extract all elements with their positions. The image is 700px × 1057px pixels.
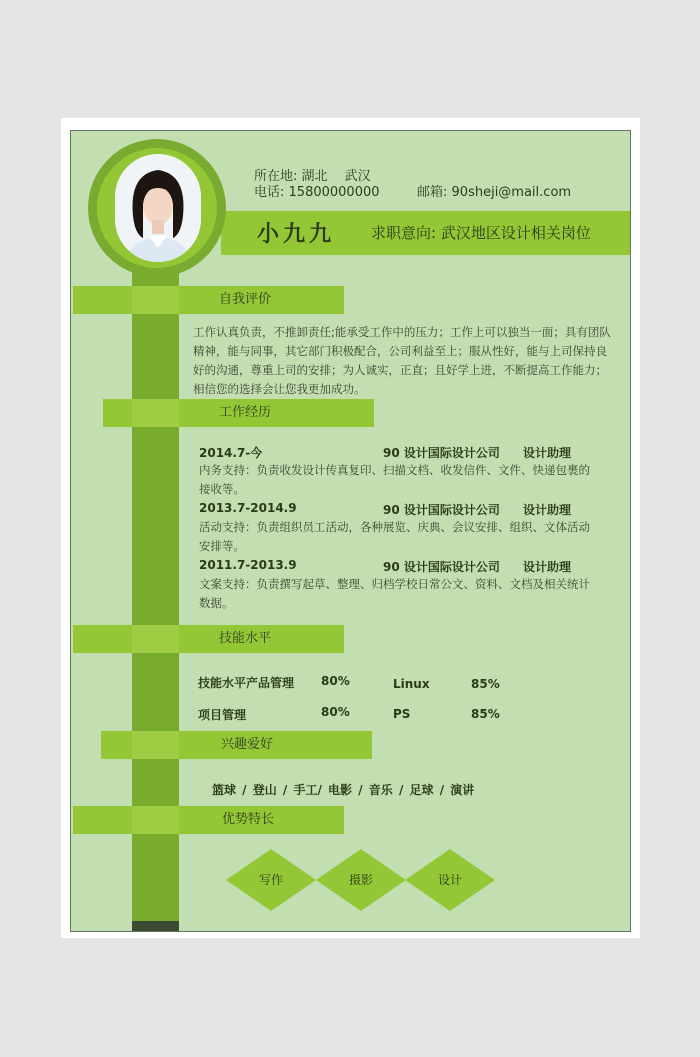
location-label: 所在地: <box>254 169 298 184</box>
phone-line <box>254 181 380 200</box>
work-title: 设计助理 <box>523 446 572 460</box>
strength-label: 设计 <box>437 873 462 887</box>
avatar <box>115 154 201 262</box>
skill-name: 技能水平产品管理 <box>198 676 295 690</box>
self-eval-line: 工作认真负责，不推卸责任;能承受工作中的压力；工作上可以独当一面；具有团队 <box>193 325 611 339</box>
job-intent <box>371 222 591 243</box>
strength-label: 摄影 <box>348 873 373 887</box>
strength-diamond <box>316 849 406 911</box>
strength-diamond <box>405 849 495 911</box>
section-title-work: 工作经历 <box>218 405 271 420</box>
portrait-photo-icon <box>115 154 201 262</box>
skill-level: 80% <box>321 705 350 719</box>
work-title: 设计助理 <box>523 503 572 517</box>
work-period: 2011.7-2013.9 <box>199 558 297 572</box>
intent-label: 求职意向: <box>371 224 437 242</box>
self-eval-line: 精神，能与同事，其它部门积极配合，公司利益至上；服从性好，能与上司保持良 <box>193 344 607 358</box>
skill-level: 85% <box>471 677 500 691</box>
section-title-strengths: 优势特长 <box>221 812 274 827</box>
section-title-hobbies: 兴趣爱好 <box>220 737 273 752</box>
section-title-skills: 技能水平 <box>218 631 271 646</box>
strength-label: 写作 <box>258 873 283 887</box>
hobbies-list: 篮球 / 登山 / 手工/ 电影 / 音乐 / 足球 / 演讲 <box>212 783 475 797</box>
location-value: 湖北 武汉 <box>301 169 371 184</box>
skill-level: 85% <box>471 707 500 721</box>
work-desc-line: 活动支持：负责组织员工活动，各种展览、庆典、会议安排、组织、文体活动 <box>199 520 590 534</box>
work-title: 设计助理 <box>523 560 572 574</box>
email-line <box>417 181 571 200</box>
skill-name: Linux <box>393 677 430 691</box>
work-desc-line: 安排等。 <box>199 539 245 553</box>
skill-level: 80% <box>321 674 350 688</box>
email-value: 90sheji@mail.com <box>451 185 572 200</box>
work-desc-line: 文案支持：负责撰写起草、整理、归档学校日常公文、资料、文档及相关统计 <box>199 577 590 591</box>
work-company: 90 设计国际设计公司 <box>383 503 500 517</box>
skill-name: 项目管理 <box>198 708 247 722</box>
phone-label: 电话: <box>254 185 285 200</box>
work-period: 2014.7-今 <box>199 446 263 460</box>
work-company: 90 设计国际设计公司 <box>383 560 500 574</box>
work-company: 90 设计国际设计公司 <box>383 446 500 460</box>
work-desc-line: 接收等。 <box>199 482 245 496</box>
intent-value: 武汉地区设计相关岗位 <box>440 224 591 242</box>
section-title-self-eval: 自我评价 <box>218 292 271 307</box>
phone-value: 15800000000 <box>288 185 380 200</box>
candidate-name: 小九九 <box>257 222 336 247</box>
spine-base <box>132 921 179 932</box>
work-desc-line: 数据。 <box>199 596 234 610</box>
skill-name: PS <box>393 707 411 721</box>
work-period: 2013.7-2014.9 <box>199 501 297 515</box>
self-eval-line: 好的沟通，尊重上司的安排；为人诚实，正直；且好学上进，不断提高工作能力； <box>193 363 607 377</box>
work-desc-line: 内务支持：负责收发设计传真复印、扫描文档、收发信件、文件、快递包裹的 <box>199 463 590 477</box>
email-label: 邮箱: <box>417 185 448 200</box>
strength-diamond <box>226 849 316 911</box>
self-eval-text <box>193 323 623 399</box>
resume-sheet <box>70 130 631 932</box>
self-eval-line: 相信您的选择会让您我更加成功。 <box>193 382 366 396</box>
